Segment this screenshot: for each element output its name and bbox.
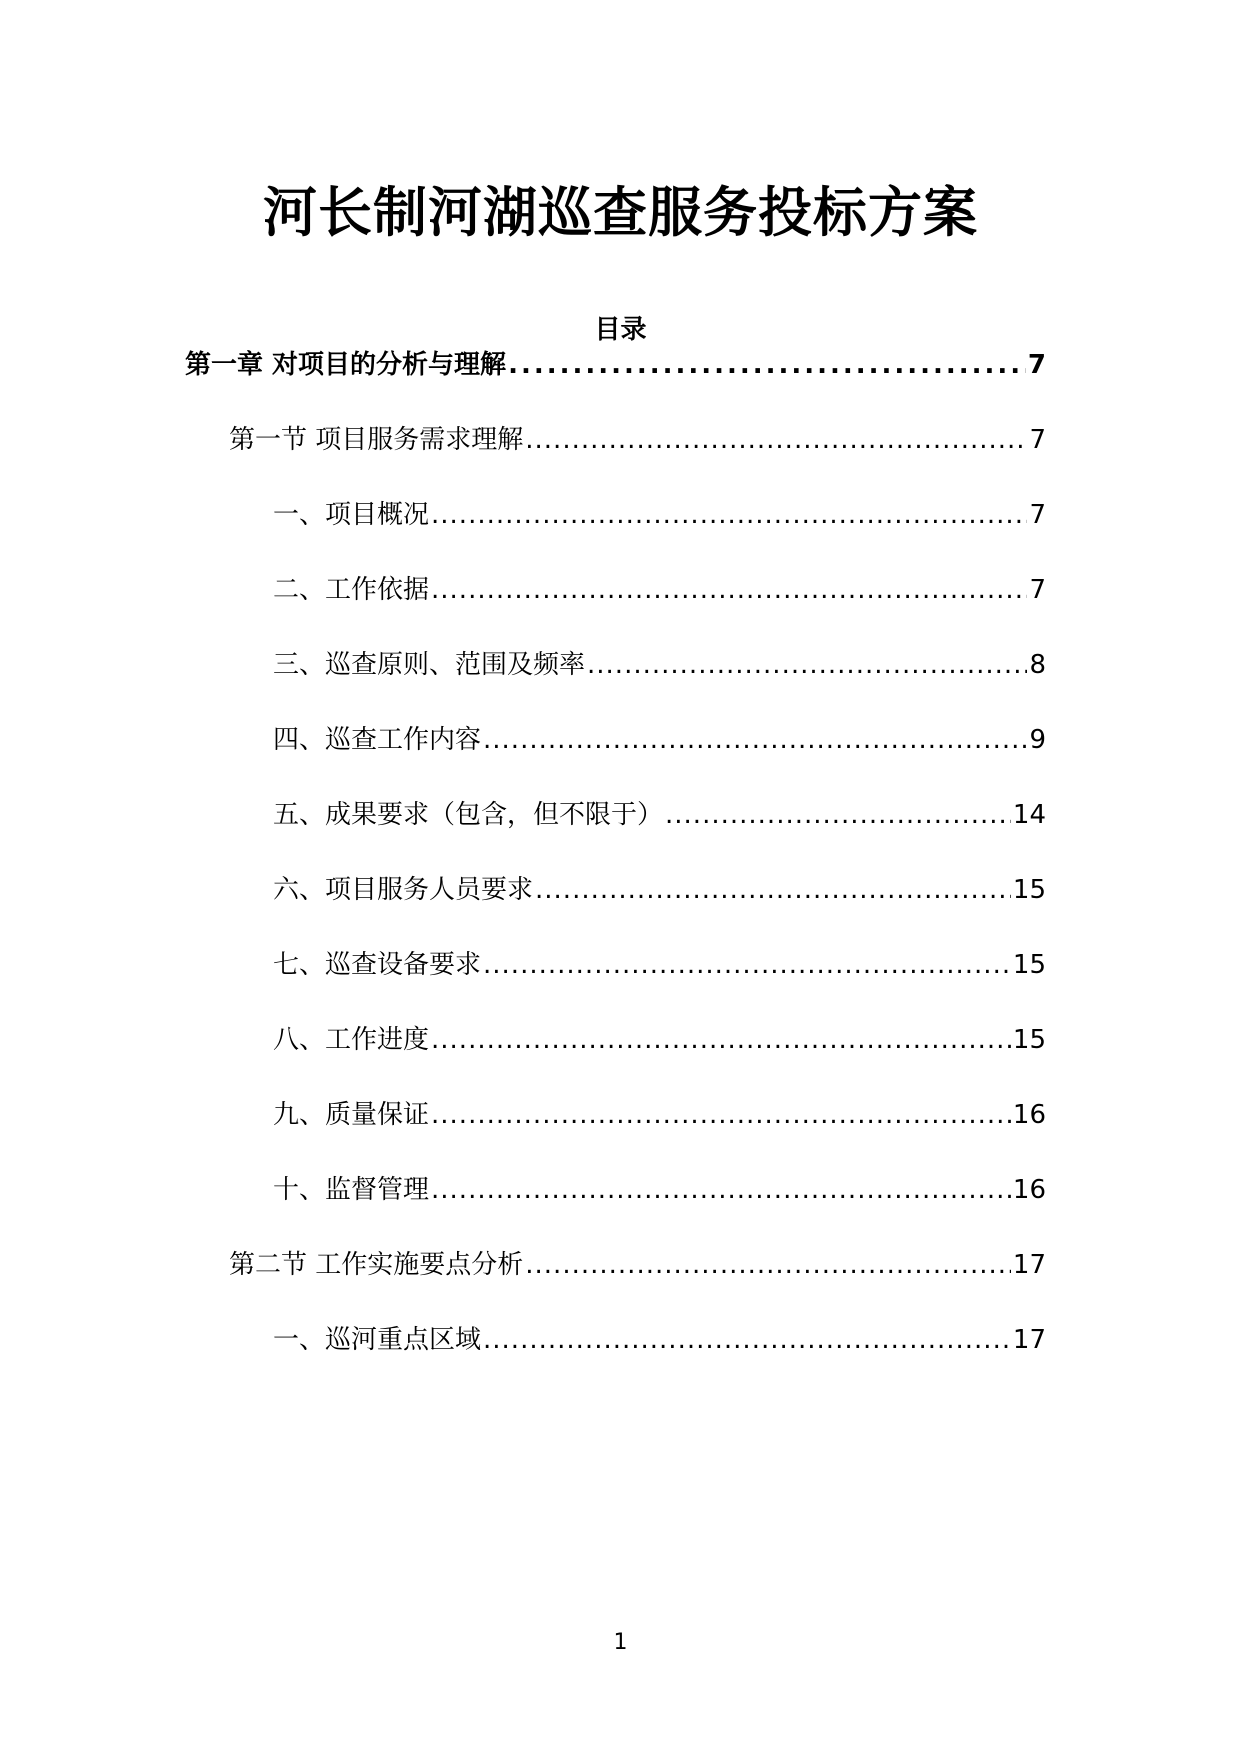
toc-entry-page: 7 <box>1029 500 1046 530</box>
toc-entry-page: 17 <box>1012 1250 1046 1280</box>
toc-entry-page: 7 <box>1029 425 1046 455</box>
toc-entry-page: 16 <box>1012 1100 1046 1130</box>
toc-entry-section-2[interactable] <box>229 1243 1046 1287</box>
toc-dot-leader <box>508 343 1026 387</box>
toc-dot-leader <box>431 1093 1011 1137</box>
toc-dot-leader <box>587 643 1027 687</box>
toc-entry-label: 一、项目概况 <box>273 500 430 530</box>
toc-entry-label: 七、巡查设备要求 <box>273 950 482 980</box>
toc-entry-page: 17 <box>1012 1325 1046 1355</box>
toc-entry[interactable] <box>273 1093 1046 1137</box>
toc-entry[interactable] <box>273 1168 1046 1212</box>
toc-entry[interactable] <box>273 718 1046 762</box>
toc-dot-leader <box>525 1243 1011 1287</box>
toc-dot-leader <box>535 868 1011 912</box>
toc-entry-label: 八、工作进度 <box>273 1025 430 1055</box>
toc-entry-section-1[interactable] <box>229 418 1046 462</box>
toc-dot-leader <box>431 1018 1011 1062</box>
toc-heading: 目录 <box>594 315 647 345</box>
toc-entry-label: 五、成果要求（包含，但不限于） <box>273 800 664 830</box>
toc-entry-label: 一、巡河重点区域 <box>273 1325 482 1355</box>
toc-entry[interactable] <box>273 793 1046 837</box>
toc-entry-label: 十、监督管理 <box>273 1175 430 1205</box>
document-title: 河长制河湖巡查服务投标方案 <box>263 181 978 244</box>
toc-entry-page: 15 <box>1012 950 1046 980</box>
toc-entry[interactable] <box>273 1318 1046 1362</box>
toc-entry-label: 九、质量保证 <box>273 1100 430 1130</box>
toc-entry-label: 第二节 工作实施要点分析 <box>229 1250 524 1280</box>
toc-dot-leader <box>483 718 1027 762</box>
toc-dot-leader <box>665 793 1011 837</box>
toc-dot-leader <box>431 568 1027 612</box>
toc-dot-leader <box>483 943 1011 987</box>
toc-entry-page: 8 <box>1029 650 1046 680</box>
toc-entry-page: 14 <box>1012 800 1046 830</box>
toc-entry[interactable] <box>273 943 1046 987</box>
toc-entry[interactable] <box>273 1018 1046 1062</box>
toc-entry-label: 第一节 项目服务需求理解 <box>229 425 524 455</box>
toc-entry-page: 7 <box>1027 350 1046 380</box>
toc-entry-page: 9 <box>1029 725 1046 755</box>
toc-entry-page: 16 <box>1012 1175 1046 1205</box>
toc-entry[interactable] <box>273 643 1046 687</box>
toc-entry-page: 15 <box>1012 875 1046 905</box>
toc-entry-page: 15 <box>1012 1025 1046 1055</box>
toc-entry-page: 7 <box>1029 575 1046 605</box>
toc-entry-label: 四、巡查工作内容 <box>273 725 482 755</box>
toc-dot-leader <box>431 1168 1011 1212</box>
toc-dot-leader <box>431 493 1027 537</box>
toc-dot-leader <box>483 1318 1011 1362</box>
toc-entry-label: 二、工作依据 <box>273 575 430 605</box>
toc-entry-label: 三、巡查原则、范围及频率 <box>273 650 586 680</box>
toc-entry-label: 六、项目服务人员要求 <box>273 875 534 905</box>
toc-entry[interactable] <box>273 493 1046 537</box>
page-number: 1 <box>613 1630 628 1655</box>
toc-entry-chapter-1[interactable] <box>185 343 1046 387</box>
toc-dot-leader <box>525 418 1027 462</box>
toc-entry[interactable] <box>273 868 1046 912</box>
toc-entry[interactable] <box>273 568 1046 612</box>
toc-entry-label: 第一章 对项目的分析与理解 <box>185 350 507 380</box>
